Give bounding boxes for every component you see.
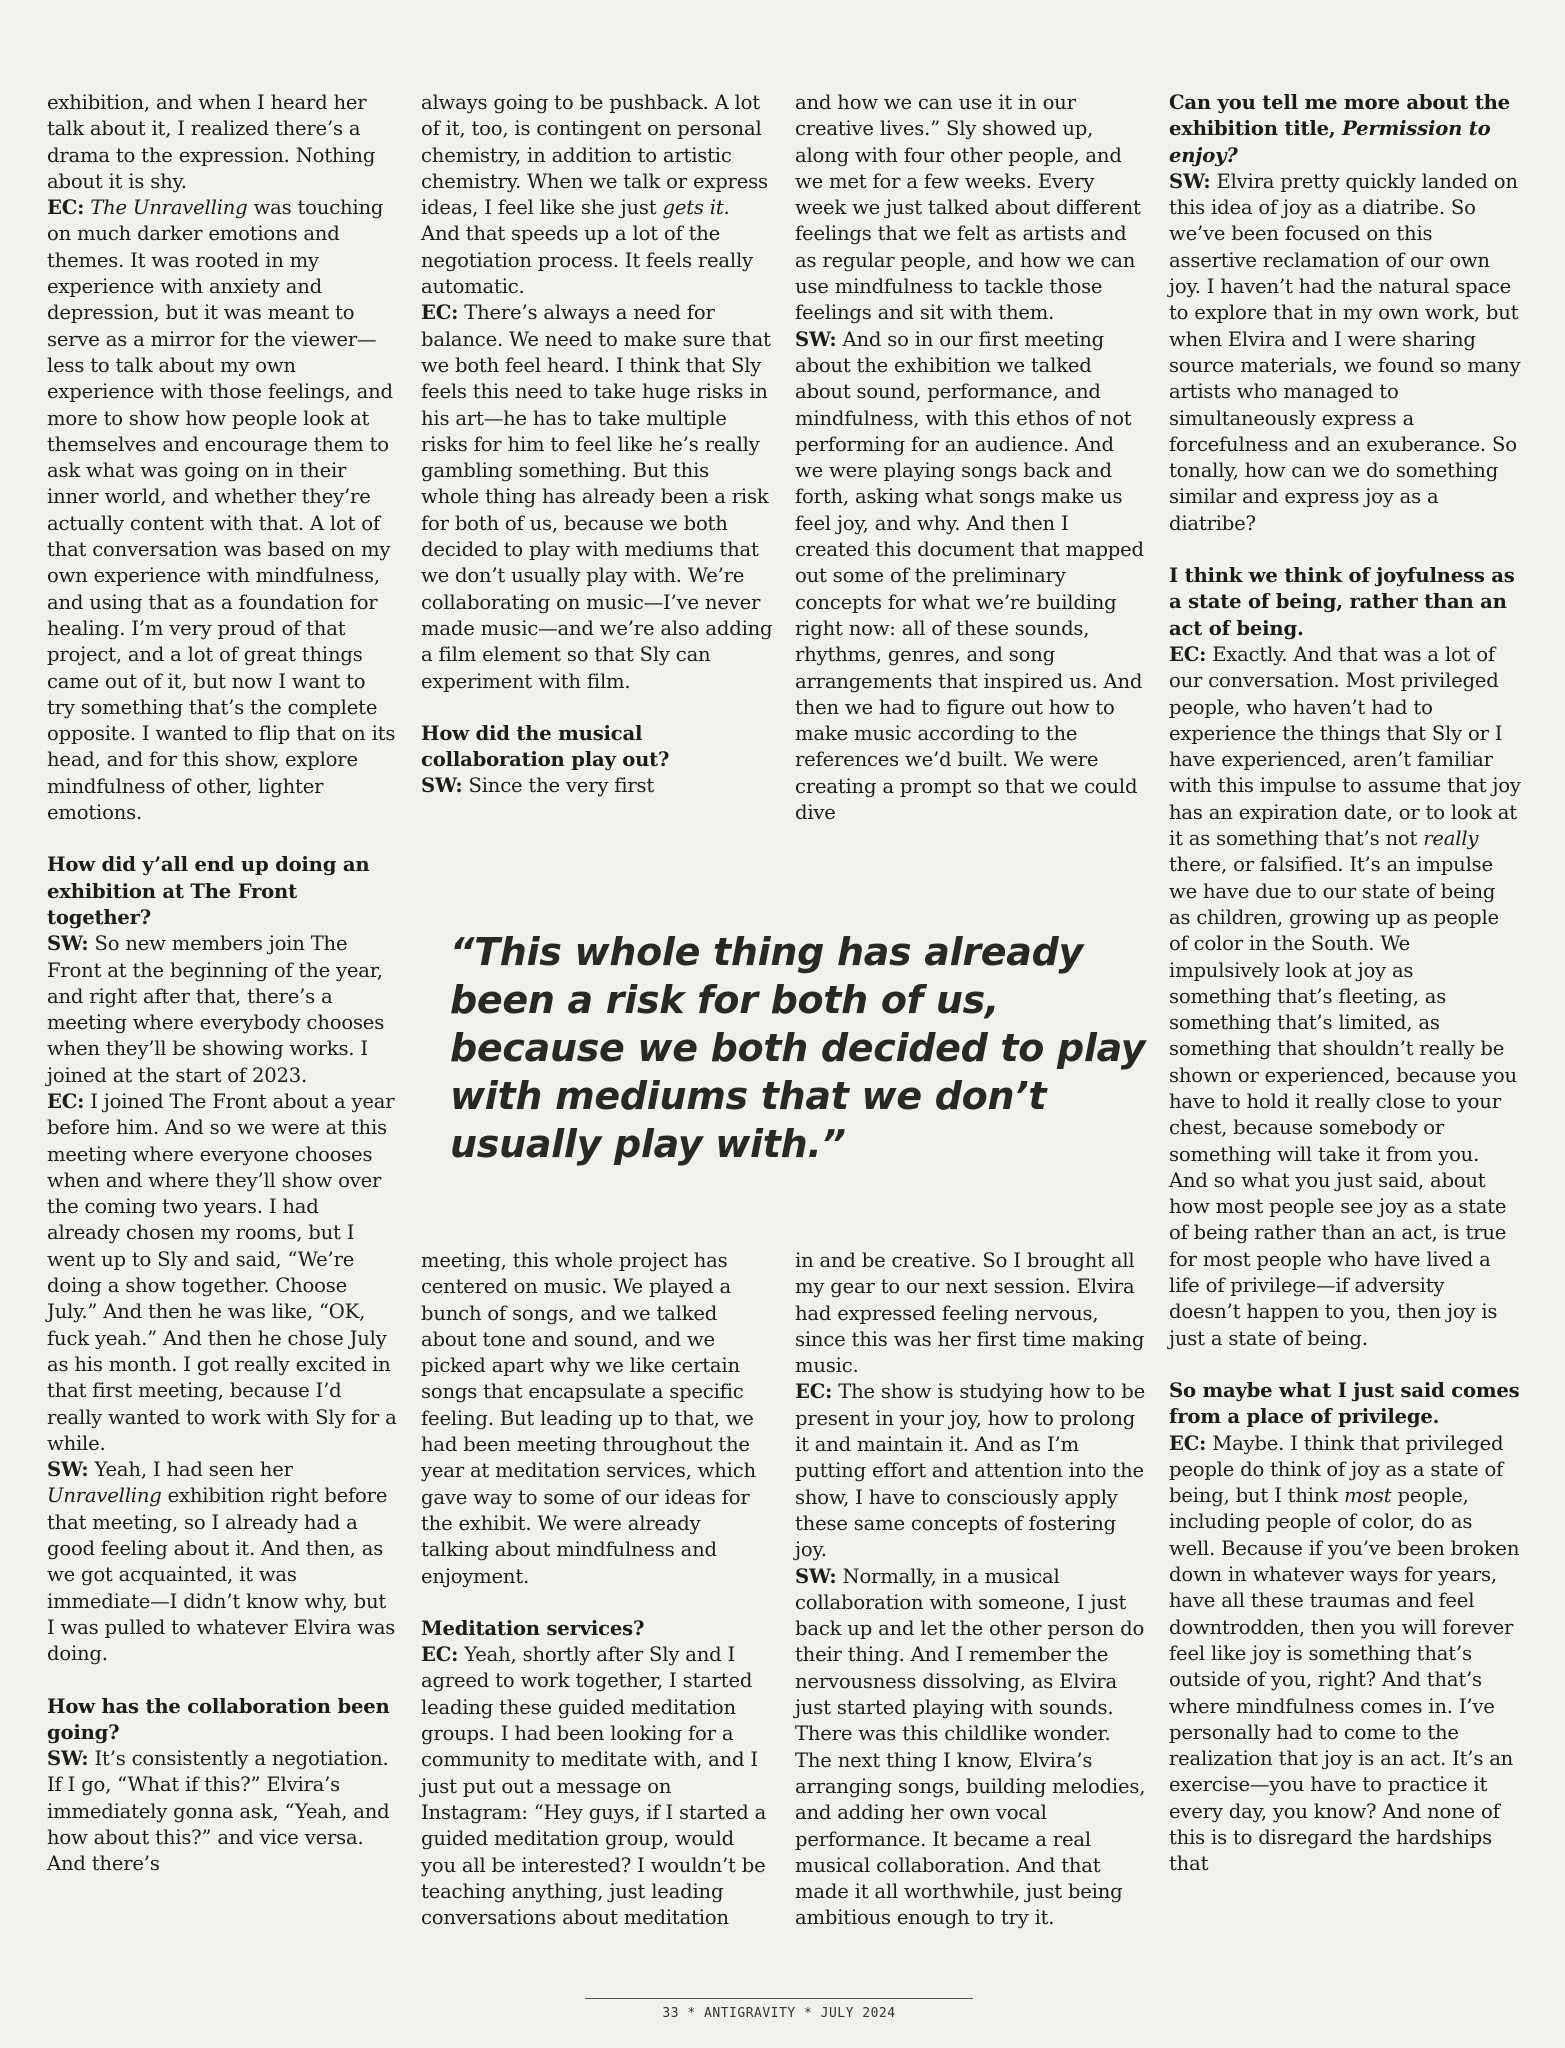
article-column-3 <box>795 90 1147 826</box>
paragraph-text: It’s consistently a negotiation. If I go, “What if this?” Elvira’s immediately gonna ask, “Yeah, and how about this?” and vice versa. And there’s <box>47 1747 390 1876</box>
paragraph <box>1169 169 1521 537</box>
paragraph <box>421 300 773 694</box>
italic-title: Unravelling <box>47 1484 162 1508</box>
speaker-label: SW: <box>1169 169 1211 193</box>
question-text: Can you tell me more about the exhibition title, <box>1169 91 1510 141</box>
speaker-label: SW: <box>47 1458 89 1482</box>
article-column-1 <box>47 90 397 1878</box>
italic-emphasis: gets it. <box>662 196 730 220</box>
speaker-label: EC: <box>47 1089 85 1113</box>
footer-divider <box>585 1998 973 1999</box>
article-column-3-continued <box>795 1248 1147 1932</box>
interview-question: How did y’all end up doing an exhibition at The Front together? <box>47 853 370 929</box>
paragraph-text: There’s always a need for balance. We need to make sure that we both feel heard. I think that Sly feels this need to take huge risks in his art—he has to take multiple risks for him to feel like he’s really gambling something. But this whole thing has already been a risk for both of us, because we both decided to play with mediums that we don’t usually play with. We’re collaborating on music—I’ve never made music—and we’re also adding a film element so that Sly can experiment with film. <box>421 301 773 693</box>
speaker-label: SW: <box>47 1747 89 1771</box>
speaker-label: SW: <box>795 1564 837 1588</box>
paragraph-text: I joined The Front about a year before him. And so we were at this meeting where everyone chooses when and where they’ll show over the coming two years. I had already chosen my rooms, but I went up to Sly and said, “We’re doing a show together. Choose July.” And then he was like, “OK, fuck yeah.” And then he chose July as his month. I got really excited in that first meeting, because I’d really wanted to work with Sly for a while. <box>47 1089 397 1455</box>
paragraph <box>795 1379 1147 1563</box>
paragraph <box>421 1642 773 1931</box>
paragraph-text: people, including people of color, do as well. Because if you’ve been broken down in whatever ways for years, have all these traumas and feel downtrodden, then you will forever feel like joy is something that’s outside of you, right? And that’s where mindfulness comes in. I’ve personally had to come to the realization that joy is an act. It’s an exercise—you have to practice it every day, you know? And none of this is to disregard the hardships that <box>1169 1484 1520 1876</box>
paragraph-text: Elvira pretty quickly landed on this idea of joy as a diatribe. So we’ve been focused on this assertive reclamation of our own joy. I haven’t had the natural space to explore that in my own work, but when Elvira and I were sharing source materials, we found so many artists who managed to simultaneously express a forcefulness and an exuberance. So tonally, how can we do something similar and express joy as a diatribe? <box>1169 169 1521 535</box>
paragraph-text: And so in our first meeting about the exhibition we talked about sound, performance, and mindfulness, with this ethos of not performing for an audience. And we were playing songs back and forth, asking what songs make us feel joy, and why. And then I created this document that mapped out some of the preliminary concepts for what we’re building right now: all of these sounds, rhythms, genres, and song arrangements that inspired us. And then we had to figure out how to make music according to the references we’d built. We were creating a prompt so that we could dive <box>795 327 1144 825</box>
speaker-label: EC: <box>1169 642 1207 666</box>
paragraph-text: And that speeds up a lot of the negotiation process. It feels really automatic. <box>421 222 753 299</box>
speaker-label: SW: <box>47 932 89 956</box>
italic-emphasis: most <box>1343 1484 1392 1508</box>
paragraph: exhibition, and when I heard her talk about it, I realized there’s a drama to the expression. Nothing about it is shy. <box>47 91 376 193</box>
speaker-label: EC: <box>1169 1431 1207 1455</box>
interview-question: So maybe what I just said comes from a place of privilege. <box>1169 1378 1520 1429</box>
pull-quote: “This whole thing has already been a risk for both of us, because we both decided to play with mediums that we don’t usually play with.” <box>450 930 1146 1166</box>
paragraph <box>421 773 773 799</box>
paragraph-text: exhibition right before that meeting, so I already had a good feeling about it. And then, as we got acquainted, it was immediate—I didn’t know why, but I was pulled to whatever Elvira was doing. <box>47 1484 396 1666</box>
speaker-label: EC: <box>421 1643 459 1667</box>
paragraph-text: Exactly. And that was a lot of our conversation. Most privileged people, who haven’t had to experience the things that Sly or I have experienced, aren’t familiar with this impulse to assume that joy has an expiration date, or to look at it as something that’s not <box>1169 642 1521 851</box>
speaker-label: EC: <box>47 196 85 220</box>
article-column-4 <box>1169 90 1521 1878</box>
interview-question: How has the collaboration been going? <box>47 1694 390 1744</box>
paragraph-text: there, or falsified. It’s an impulse we have due to our state of being as children, growing up as people of color in the South. We impulsively look at joy as something that’s fleeting, as something that’s limited, as something that shouldn’t really be shown or experienced, because you have to hold it really close to your chest, because somebody or something will take it from you. And so what you just said, about how most people see joy as a state of being rather than an act, is true for most people who have lived a life of privilege—if adversity doesn’t happen to you, then joy is just a state of being. <box>1169 853 1517 1350</box>
paragraph <box>47 1089 397 1457</box>
paragraph <box>47 931 397 1089</box>
paragraph-text: Since the very first <box>468 774 655 798</box>
paragraph-text: So new members join The Front at the beginning of the year, and right after that, there’s a meeting where everybody chooses when they’ll be showing works. I joined at the start of 2023. <box>47 932 385 1087</box>
paragraph: meeting, this whole project has centered on music. We played a bunch of songs, and we talked about tone and sound, and we picked apart why we like certain songs that encapsulate a specific feeling. But leading up to that, we had been meeting throughout the year at meditation services, which gave way to some of our ideas for the exhibit. We were already talking about mindfulness and enjoyment. <box>421 1249 756 1588</box>
paragraph-text: Normally, in a musical collaboration with someone, I just back up and let the other person do their thing. And I remember the nervousness dissolving, as Elvira just started playing with sounds. There was this childlike wonder. The next thing I know, Elvira’s arranging songs, building melodies, and adding her own vocal performance. It became a real musical collaboration. And that made it all worthwhile, just being ambitious enough to try it. <box>795 1564 1146 1930</box>
italic-emphasis: really <box>1423 827 1479 851</box>
paragraph-text: Yeah, I had seen her <box>94 1458 293 1482</box>
paragraph <box>47 1746 397 1877</box>
paragraph-text: was touching on much darker emotions and themes. It was rooted in my experience with anxiety and depression, but it was meant to serve as a mirror for the viewer—less to talk about my own experience with those feelings, and more to show how people look at themselves and encourage them to ask what was going on in their inner world, and whether they’re actually content with that. A lot of that conversation was based on my own experience with mindfulness, and using that as a foundation for healing. I’m very proud of that project, and a lot of great things came out of it, but now I want to try something that’s the complete opposite. I wanted to flip that on its head, and for this show, explore mindfulness of other, lighter emotions. <box>47 196 396 825</box>
paragraph-text: Yeah, shortly after Sly and I agreed to work together, I started leading these guided meditation groups. I had been looking for a community to meditate with, and I just put out a message on Instagram: “Hey guys, if I started a guided meditation group, would you all be interested? I wouldn’t be teaching anything, just leading conversations about meditation <box>421 1643 767 1930</box>
page-footer: 33 * ANTIGRAVITY * JULY 2024 <box>662 2006 896 2021</box>
paragraph-text: Maybe. I think that privileged people do think of joy as a state of being, but I think <box>1169 1431 1504 1508</box>
paragraph-text: The show is studying how to be present in your joy, how to prolong it and maintain it. And as I’m putting effort and attention into the show, I have to consciously apply these same concepts of fostering joy. <box>795 1380 1146 1562</box>
paragraph <box>47 195 397 826</box>
speaker-label: SW: <box>421 774 463 798</box>
speaker-label: EC: <box>421 301 459 325</box>
paragraph <box>795 327 1147 827</box>
interview-question: Meditation services? <box>421 1616 645 1640</box>
interview-question: How did the musical collaboration play out? <box>421 721 670 772</box>
paragraph-text: always going to be pushback. A lot of it, too, is contingent on personal chemistry, in addition to artistic chemistry. When we talk or express ideas, I feel like she just <box>421 91 768 220</box>
italic-title: Permission to enjoy? <box>1169 117 1491 167</box>
paragraph: in and be creative. So I brought all my gear to our next session. Elvira had expressed feeling nervous, since this was her first time making music. <box>795 1249 1145 1378</box>
interview-question <box>1169 90 1521 169</box>
article-column-2 <box>421 90 773 800</box>
paragraph: and how we can use it in our creative lives.” Sly showed up, along with four other people, and we met for a few weeks. Every week we just talked about different feelings that we felt as artists and as regular people, and how we can use mindfulness to tackle those feelings and sit with them. <box>795 91 1141 325</box>
paragraph <box>1169 1431 1521 1878</box>
speaker-label: EC: <box>795 1380 833 1404</box>
paragraph <box>421 90 773 300</box>
paragraph <box>47 1457 397 1667</box>
speaker-label: SW: <box>795 327 837 351</box>
italic-title: The Unravelling <box>90 196 248 220</box>
article-column-2-continued <box>421 1248 773 1931</box>
paragraph <box>795 1564 1147 1932</box>
paragraph <box>1169 642 1521 1352</box>
interview-question: I think we think of joyfulness as a state of being, rather than an act of being. <box>1169 564 1515 640</box>
